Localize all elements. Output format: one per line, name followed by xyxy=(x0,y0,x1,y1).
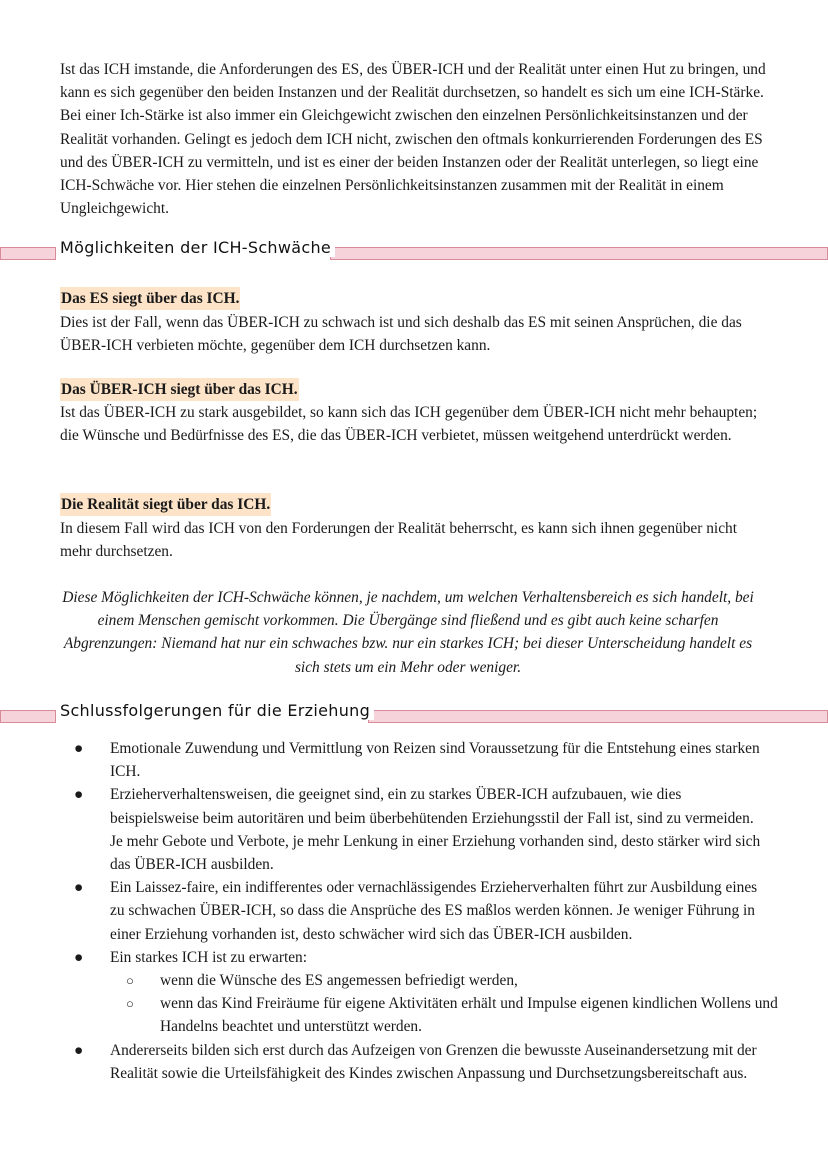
list-item-text: Erzieherverhaltensweisen, die geeignet sind, ein zu starkes ÜBER-ICH aufzubauen, wie dies beispielsweise beim autoritären und beim überbehütenden Erziehungsstil der Fall ist, sind zu vermeiden. Je mehr Gebote und Verbote, je mehr Lenkung in einer Erziehung vorhanden sind, desto stärker wird sich das ÜBER-ICH ausbilden. xyxy=(110,786,761,874)
sub-list-item xyxy=(110,969,780,992)
list-item xyxy=(0,1039,770,1085)
highlight-bar-right xyxy=(330,247,828,260)
sub-list-item xyxy=(110,992,780,1038)
case-text-ueber-ich: Ist das ÜBER-ICH zu stark ausgebildet, so kann sich das ICH gegenüber dem ÜBER-ICH nicht mehr behaupten; die Wünsche und Bedürfnisse des ES, die das ÜBER-ICH verbietet, müssen weitgehend unterdrückt werden. xyxy=(60,404,758,445)
conclusions-list xyxy=(0,737,828,1085)
bullet-icon: ● xyxy=(74,786,84,804)
list-item-text: Emotionale Zuwendung und Vermittlung von Reizen sind Voraussetzung für die Entstehung eines starken ICH. xyxy=(110,740,760,781)
highlight-bar-right xyxy=(368,710,828,723)
section-heading-ich-schwaeche: Möglichkeiten der ICH-Schwäche xyxy=(60,238,335,257)
sub-list-item-text: wenn das Kind Freiräume für eigene Aktivitäten erhält und Impulse eigenen kindlichen Wollens und Handelns beachtet und unterstützt werden. xyxy=(160,995,778,1036)
list-item xyxy=(0,946,778,1039)
list-item xyxy=(0,737,770,783)
list-item xyxy=(0,876,770,946)
bullet-icon: ● xyxy=(74,879,84,897)
case-title-es: Das ES siegt über das ICH. xyxy=(60,287,240,310)
list-item-text: Andererseits bilden sich erst durch das Aufzeigen von Grenzen die bewusste Auseinandersetzung mit der Realität sowie die Urteilsfähigkeit des Kindes zwischen Anpassung und Durchsetzungsbereitschaft aus. xyxy=(110,1041,757,1082)
sub-list xyxy=(110,969,778,1039)
bullet-icon: ● xyxy=(74,1041,84,1059)
highlight-bar-left xyxy=(0,710,56,723)
case-text-realitaet: In diesem Fall wird das ICH von den Forderungen der Realität beherrscht, es kann sich ihnen gegenüber nicht mehr durchsetzen. xyxy=(60,520,737,561)
list-item-text: Ein Laissez-faire, ein indifferentes oder vernachlässigendes Erzieherverhalten führt zur Ausbildung eines zu schwachen ÜBER-ICH, so dass die Ansprüche des ES maßlos werden können. Je weniger Führung in einer Erziehung vorhanden ist, desto schwächer wird sich das ÜBER-ICH ausbilden. xyxy=(110,879,758,943)
highlight-bar-left xyxy=(0,247,56,260)
bullet-icon: ● xyxy=(74,948,84,966)
case-title-realitaet: Die Realität siegt über das ICH. xyxy=(60,493,271,516)
intro-paragraph: Ist das ICH imstande, die Anforderungen des ES, des ÜBER-ICH und der Realität unter einen Hut zu bringen, und kann es sich gegenüber den beiden Instanzen und der Realität durchsetzen, so handelt es sich um eine ICH-Stärke. Bei einer Ich-Stärke ist also immer ein Gleichgewicht zwischen den einzelnen Persönlichkeitsinstanzen und der Realität vorhanden. Gelingt es jedoch dem ICH nicht, zwischen den oftmals konkurrierenden Forderungen des ES und des ÜBER-ICH zu vermitteln, und ist es einer der beiden Instanzen oder der Realität unterlegen, so liegt eine ICH-Schwäche vor. Hier stehen die einzelnen Persönlichkeitsinstanzen zusammen mit der Realität in einem Ungleichgewicht. xyxy=(60,61,766,218)
circle-bullet-icon: ○ xyxy=(126,996,134,1012)
italic-note: Diese Möglichkeiten der ICH-Schwäche können, je nachdem, um welchen Verhaltensbereich es sich handelt, bei einem Menschen gemischt vorkommen. Die Übergänge sind fließend und es gibt auch keine scharfen Abgrenzungen: Niemand hat nur ein schwaches bzw. nur ein starkes ICH; bei dieser Unterscheidung handelt es sich stets um ein Mehr oder weniger. xyxy=(62,589,754,676)
circle-bullet-icon: ○ xyxy=(126,973,134,989)
case-text-es: Dies ist der Fall, wenn das ÜBER-ICH zu schwach ist und sich deshalb das ES mit seinen Ansprüchen, die das ÜBER-ICH verbieten möchte, gegenüber dem ICH durchsetzen kann. xyxy=(60,314,742,355)
list-item-text: Ein starkes ICH ist zu erwarten: xyxy=(110,948,308,966)
section-heading-erziehung: Schlussfolgerungen für die Erziehung xyxy=(60,701,374,720)
case-title-ueber-ich: Das ÜBER-ICH siegt über das ICH. xyxy=(60,378,299,401)
section-heading-row xyxy=(0,238,828,265)
list-item xyxy=(0,783,770,876)
bullet-icon: ● xyxy=(74,740,84,757)
section-heading-row xyxy=(0,701,828,728)
sub-list-item-text: wenn die Wünsche des ES angemessen befriedigt werden, xyxy=(160,972,518,990)
